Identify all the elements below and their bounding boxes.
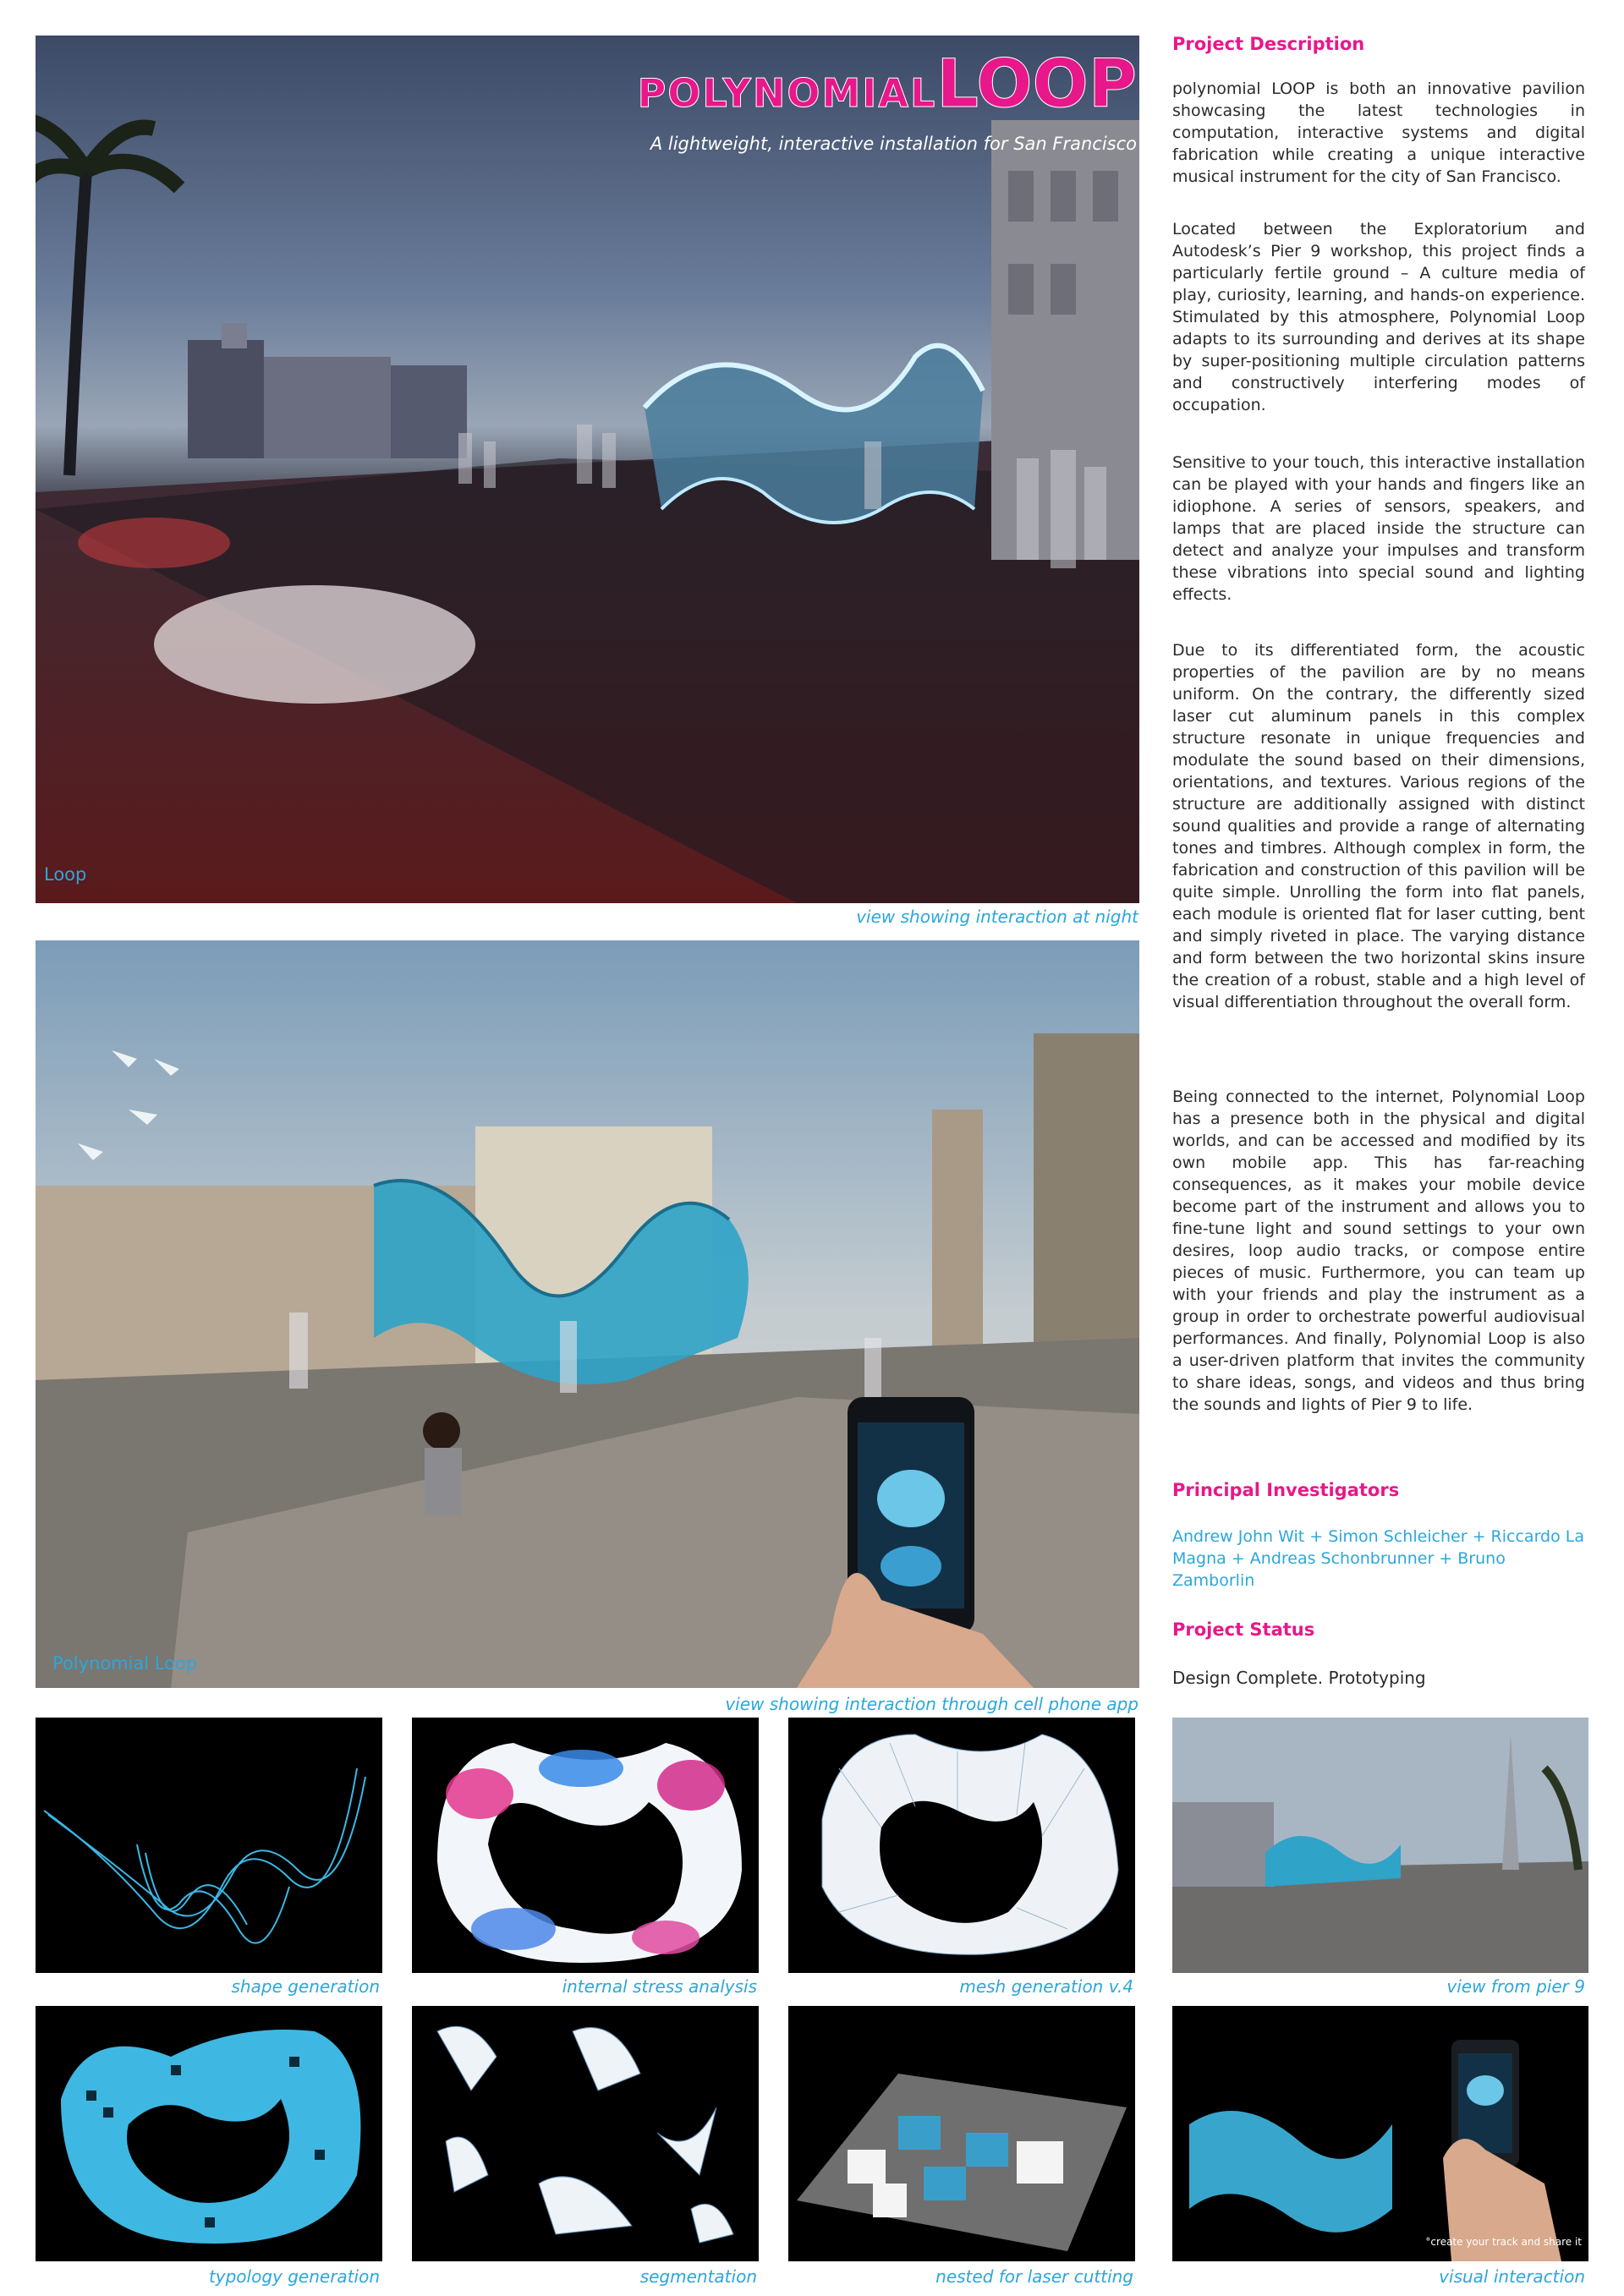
investigators-names: Andrew John Wit + Simon Schleicher + Riccardo La Magna + Andreas Schonbrunner + Bruno Zamborlin <box>1172 1527 1584 1590</box>
project-description-heading: Project Description <box>1172 34 1365 54</box>
night-image-label: Loop <box>44 864 87 885</box>
night-image-caption: view showing interaction at night <box>856 907 1138 927</box>
project-title <box>638 47 1137 123</box>
description-paragraph-4: Due to its differentiated form, the acoustic properties of the pavilion are by no means uniform. On the contrary, the differently sized laser cut aluminum panels in this complex structure resonate in unique frequencies and modulate the sound based on their dimensions, orientations, and textures. Various regions of the structure are additionally assigned with distinct sound qualities and provide a range of alternating tones and timbres. Although complex in form, the fabrication and construction of this pavilion will be quite simple. Unrolling the form into flat panels, each module is oriented flat for laser cutting, bent and simply riveted in place. The varying distance and form between the two horizontal skins insure the creation of a robust, stable and a high level of visual differentiation throughout the overall form. <box>1172 641 1585 1011</box>
thumb-caption-4: view from pier 9 <box>1446 1976 1585 1997</box>
description-paragraph-5: Being connected to the internet, Polynomial Loop has a presence both in the physical and digital worlds, and can be accessed and modified by its own mobile app. This has far-reaching consequences, as it makes your mobile device become part of the instrument and allows you to fine-tune light and sound settings to your own desires, loop audio tracks, or compose entire pieces of music. Furthermore, you can team up with your friends and play the instrument as a group in order to orchestrate powerful audiovisual performances. And finally, Polynomial Loop is also a user-driven platform that invites the community to share ideas, songs, and videos and thus bring the sounds and lights of Pier 9 to life. <box>1172 1088 1585 1414</box>
day-image-caption: view showing interaction through cell phone app <box>725 1694 1138 1714</box>
thumb-nested-laser-cutting <box>788 2006 1135 2261</box>
thumb-caption-3: mesh generation v.4 <box>959 1976 1133 1997</box>
thumb-caption-6: segmentation <box>639 2266 757 2287</box>
thumb-internal-stress <box>412 1718 759 1973</box>
day-render-image <box>36 940 1139 1688</box>
thumb-shape-generation <box>36 1718 382 1973</box>
thumb-typology-generation <box>36 2006 382 2261</box>
project-subtitle: A lightweight, interactive installation for San Francisco <box>650 134 1137 154</box>
title-polynomial: POLYNOMIAL <box>637 70 937 116</box>
thumb-mesh-generation <box>788 1718 1135 1973</box>
segmentation-illustration <box>412 2006 759 2261</box>
thumb-segmentation <box>412 2006 759 2261</box>
thumb-caption-2: internal stress analysis <box>562 1976 757 1997</box>
investigators-heading: Principal Investigators <box>1172 1480 1400 1500</box>
typology-illustration <box>36 2006 382 2261</box>
night-render-image <box>36 36 1139 903</box>
day-scene-illustration <box>36 940 1139 1688</box>
thumb-caption-8: visual interaction <box>1439 2266 1585 2287</box>
thumb-view-from-pier9 <box>1172 1718 1588 1973</box>
description-paragraph-3: Sensitive to your touch, this interactive installation can be played with your hands and fingers like an idiophone. A series of sensors, speakers, and lamps that are placed inside the structure can detect and analyze your impulses and transform these vibrations into special sound and lighting effects. <box>1172 453 1585 604</box>
shape-curves-illustration <box>36 1718 382 1973</box>
visual-interaction-illustration <box>1172 2006 1588 2261</box>
day-image-label: Polynomial Loop <box>52 1653 198 1674</box>
pier9-photo-illustration <box>1172 1718 1588 1973</box>
nesting-illustration <box>788 2006 1135 2261</box>
description-paragraph-2: Located between the Exploratorium and Autodesk’s Pier 9 workshop, this project finds a particularly fertile ground – A culture media of play, curiosity, learning, and hands-on experience. Stimulated by this atmosphere, Polynomial Loop adapts to its surrounding and derives at its shape by super-positioning multiple circulation patterns and constructively interfering modes of occupation. <box>1172 220 1585 414</box>
thumb-caption-1: shape generation <box>231 1976 380 1997</box>
mesh-illustration <box>788 1718 1135 1973</box>
thumb-caption-5: typology generation <box>208 2266 380 2287</box>
stress-analysis-illustration <box>412 1718 759 1973</box>
status-heading: Project Status <box>1172 1619 1315 1640</box>
title-loop: LOOP <box>936 47 1137 123</box>
visual-interaction-note: °create your track and share it <box>1425 2236 1582 2248</box>
thumb-caption-7: nested for laser cutting <box>935 2266 1133 2287</box>
status-text: Design Complete. Prototyping <box>1172 1668 1426 1688</box>
description-paragraph-1: polynomial LOOP is both an innovative pavilion showcasing the latest technologies in computation, interactive systems and digital fabrication while creating a unique interactive musical instrument for the city of San Francisco. <box>1172 79 1585 186</box>
thumb-visual-interaction <box>1172 2006 1588 2261</box>
